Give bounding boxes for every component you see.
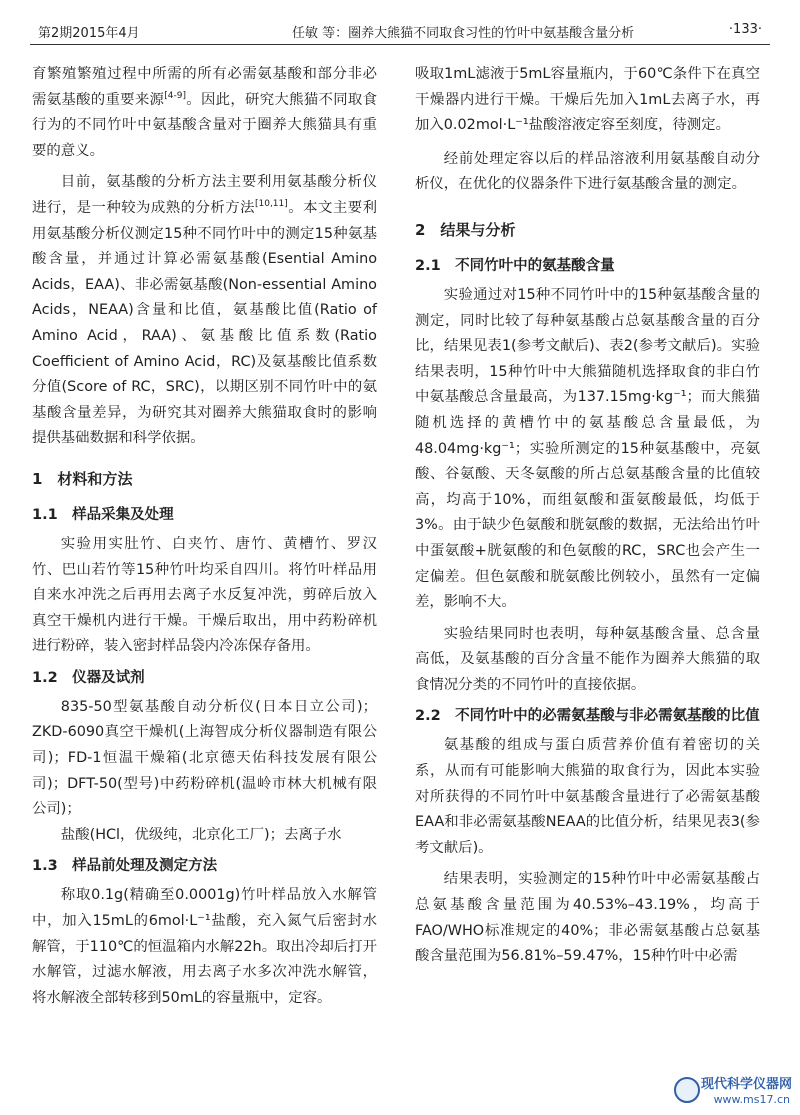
right-column: [415, 62, 760, 970]
paragraph-pretreatment-cont: 吸取1mL滤液于5mL容量瓶内，于60℃条件下在真空干燥器内进行干燥。干燥后先加入1mL去离子水，再加入0.02mol·L⁻¹盐酸溶液定容至刻度，待测定。: [415, 66, 760, 134]
subsection-heading-samples: 1.1 样品采集及处理: [32, 506, 174, 523]
paragraph-content-conclusion: 实验结果同时也表明，每种氨基酸含量、总含量高低，及氨基酸的百分含量不能作为圈养大熊猫的取食情况分类的不同竹叶的直接依据。: [415, 625, 760, 693]
citation: [4-9]: [164, 90, 186, 101]
paragraph-measurement: 经前处理定容以后的样品溶液利用氨基酸自动分析仪，在优化的仪器条件下进行氨基酸含量的测定。: [415, 150, 760, 193]
section-heading-results: 2 结果与分析: [415, 220, 516, 239]
paragraph-intro-end: 育繁殖繁殖过程中所需的所有必需氨基酸和部分非必需氨基酸的重要来源[4-9]。因此，研究大熊猫不同取食行为的不同竹叶中氨基酸含量对于圈养大熊猫具有重要的意义。: [32, 66, 377, 159]
header-rule: [30, 44, 770, 45]
paragraph-reagents: 盐酸(HCl，优级纯，北京化工厂)；去离子水: [60, 826, 342, 843]
paragraph-ratio-results: 结果表明，实验测定的15种竹叶中必需氨基酸占总氨基酸含量范围为40.53%–43.19%，均高于FAO/WHO标准规定的40%；非必需氨基酸占总氨基酸含量范围为56.81%–59.47%，15种竹叶中必需: [415, 871, 760, 965]
watermark-logo: [670, 1071, 796, 1113]
subsection-heading-pretreatment: 1.3 样品前处理及测定方法: [32, 858, 218, 875]
paragraph-pretreatment: 称取0.1g(精确至0.0001g)竹叶样品放入水解管中，加入15mL的6mol·L⁻¹盐酸，充入氮气后密封水解管，于110℃的恒温箱内水解22h。取出冷却后打开水解管，过滤水解液，用去离子水多次冲洗水解管，将水解液全部转移到50mL的容量瓶中，定容。: [32, 887, 377, 1006]
section-heading-methods: 1 材料和方法: [32, 469, 133, 488]
paragraph-instruments: 835-50型氨基酸自动分析仪(日本日立公司)；ZKD-6090真空干燥机(上海智成分析仪器制造有限公司)；FD-1恒温干燥箱(北京德天佑科技发展有限公司)；DFT-50(型号)中药粉碎机(温岭市林大机械有限公司)；: [32, 698, 377, 818]
journal-issue: 第2期2015年4月: [38, 26, 140, 41]
subsection-heading-content: 2.1 不同竹叶中的氨基酸含量: [415, 257, 615, 274]
subsection-heading-instruments: 1.2 仪器及试剂: [32, 669, 145, 686]
watermark-title: 现代科学仪器网: [700, 1077, 792, 1092]
watermark-url: www.ms17.cn: [713, 1093, 790, 1106]
left-column: [32, 62, 377, 1011]
subsection-heading-ratio: 2.2 不同竹叶中的必需氨基酸与非必需氨基酸的比值: [415, 708, 760, 725]
paragraph-content-results: 实验通过对15种不同竹叶中的15种氨基酸含量的测定，同时比较了每种氨基酸占总氨基酸含量的百分比，结果见表1(参考文献后)、表2(参考文献后)。实验结果表明，15种竹叶中大熊猫随机选择取食的非白竹中氨基酸总含量最高，为137.15mg·kg⁻¹；而大熊猫随机选择的黄槽竹中的氨基酸总含量最低，为48.04mg·kg⁻¹；实验所测定的15种氨基酸中，亮氨酸、谷氨酸、天冬氨酸的所占总氨基酸含量的比值较高，均高于10%，而组氨酸和蛋氨酸最低，均低于3%。由于缺少色氨酸和胱氨酸的数据，无法给出竹叶中蛋氨酸+胱氨酸的和色氨酸的RC，SRC也会产生一定偏差。但色氨酸和胱氨酸比例较小，虽然有一定偏差，影响不大。: [415, 286, 760, 611]
paragraph-ratio-method: 氨基酸的组成与蛋白质营养价值有着密切的关系，从而有可能影响大熊猫的取食行为，因此本实验对所获得的不同竹叶中氨基酸含量进行了必需氨基酸EAA和非必需氨基酸NEAA的比值分析，结果见表3(参考文献后)。: [415, 737, 760, 856]
watermark-icon: [674, 1077, 700, 1103]
citation: [10,11]: [254, 198, 288, 209]
running-header: [30, 18, 770, 44]
paragraph-objective: 目前，氨基酸的分析方法主要利用氨基酸分析仪进行，是一种较为成熟的分析方法[10,11]。本文主要利用氨基酸分析仪测定15种不同竹叶中的测定15种氨基酸含量，并通过计算必需氨基酸(Esential Amino Acids，EAA)、非必需氨基酸(Non-essential Amino Acids，NEAA)含量和比值，氨基酸比值(Ratio of Amino Acid，RAA)、氨基酸比值系数(Ratio Coefficient of Amino Acid，RC)及氨基酸比值系数分值(Score of RC，SRC)，以期区别不同竹叶中的氨基酸含量差异，为研究其对圈养大熊猫取食时的影响提供基础数据和科学依据。: [32, 174, 377, 447]
paragraph-samples: 实验用实肚竹、白夹竹、唐竹、黄槽竹、罗汉竹、巴山若竹等15种竹叶均采自四川。将竹叶样品用自来水冲洗之后再用去离子水反复冲洗，剪碎后放入真空干燥机内进行干燥。干燥后取出，用中药粉碎机进行粉碎，装入密封样品袋内冷冻保存备用。: [32, 535, 377, 655]
running-title: 任敏 等：圈养大熊猫不同取食习性的竹叶中氨基酸含量分析: [292, 26, 635, 41]
page-number: ·133·: [728, 22, 762, 37]
